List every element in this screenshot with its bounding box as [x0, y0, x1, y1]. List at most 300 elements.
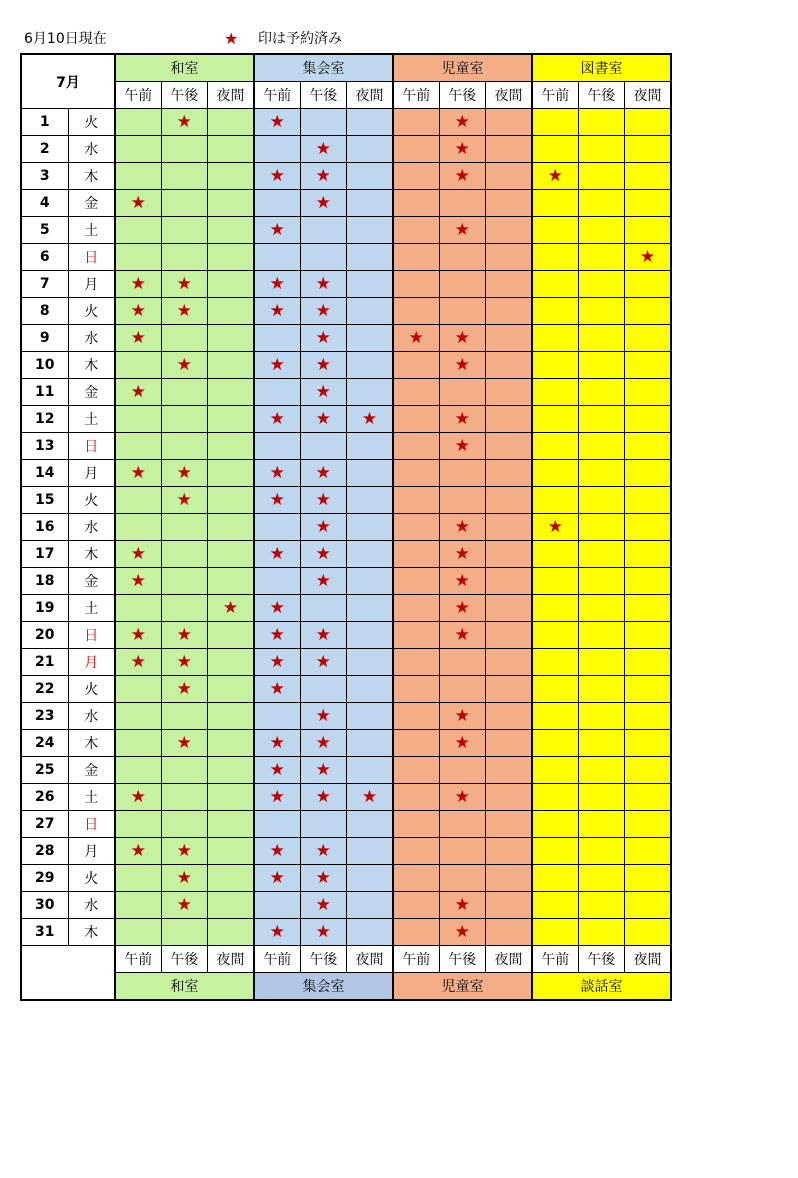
slot-cell — [161, 487, 208, 514]
slot-cell — [208, 811, 255, 838]
slot-cell — [532, 730, 578, 757]
slot-cell — [254, 811, 300, 838]
room-footer: 集会室 — [254, 973, 393, 1001]
slot-cell — [300, 838, 347, 865]
slot-cell — [393, 568, 439, 595]
slot-cell — [486, 649, 533, 676]
slot-cell — [115, 757, 161, 784]
slot-cell — [486, 784, 533, 811]
booked-star-icon: ★ — [176, 489, 192, 510]
slot-footer: 夜間 — [486, 946, 533, 973]
day-number: 5 — [21, 217, 68, 244]
slot-cell — [439, 217, 486, 244]
weekday: 土 — [68, 406, 115, 433]
booked-star-icon: ★ — [269, 462, 285, 483]
booked-star-icon: ★ — [130, 192, 146, 213]
slot-cell — [578, 217, 625, 244]
slot-cell — [439, 298, 486, 325]
slot-cell — [347, 514, 394, 541]
slot-cell — [254, 406, 300, 433]
booked-star-icon: ★ — [454, 570, 470, 591]
booked-star-icon: ★ — [222, 597, 239, 618]
slot-cell — [254, 757, 300, 784]
slot-cell — [254, 379, 300, 406]
slot-cell — [208, 649, 255, 676]
weekday: 土 — [68, 784, 115, 811]
slot-cell — [625, 568, 672, 595]
footer-blank — [21, 946, 115, 1001]
slot-cell — [254, 217, 300, 244]
slot-cell — [208, 190, 255, 217]
booked-star-icon: ★ — [315, 651, 331, 672]
slot-cell — [393, 379, 439, 406]
legend-star-icon: ★ — [224, 29, 239, 48]
weekday: 月 — [68, 649, 115, 676]
booked-star-icon: ★ — [315, 705, 331, 726]
slot-cell — [347, 298, 394, 325]
slot-cell — [254, 460, 300, 487]
slot-cell — [532, 433, 578, 460]
slot-cell — [578, 622, 625, 649]
weekday: 土 — [68, 217, 115, 244]
booked-star-icon: ★ — [269, 921, 285, 942]
slot-cell — [254, 541, 300, 568]
slot-cell — [578, 568, 625, 595]
slot-cell — [115, 892, 161, 919]
slot-cell — [578, 379, 625, 406]
slot-cell — [115, 109, 161, 136]
slot-cell — [300, 487, 347, 514]
slot-cell — [254, 109, 300, 136]
slot-cell — [393, 217, 439, 244]
weekday: 日 — [68, 433, 115, 460]
day-number: 10 — [21, 352, 68, 379]
slot-cell — [161, 136, 208, 163]
booked-star-icon: ★ — [315, 759, 331, 780]
booked-star-icon: ★ — [130, 273, 146, 294]
day-number: 25 — [21, 757, 68, 784]
slot-cell — [393, 892, 439, 919]
slot-cell — [208, 433, 255, 460]
slot-cell — [393, 136, 439, 163]
booked-star-icon: ★ — [130, 570, 146, 591]
weekday: 木 — [68, 352, 115, 379]
slot-cell — [532, 325, 578, 352]
slot-cell — [115, 244, 161, 271]
slot-cell — [625, 865, 672, 892]
slot-cell — [393, 541, 439, 568]
booked-star-icon: ★ — [315, 273, 331, 294]
slot-cell — [161, 784, 208, 811]
day-number: 15 — [21, 487, 68, 514]
slot-cell — [578, 460, 625, 487]
slot-cell — [393, 811, 439, 838]
slot-cell — [254, 649, 300, 676]
slot-cell — [161, 757, 208, 784]
booked-star-icon: ★ — [315, 354, 331, 375]
booked-star-icon: ★ — [315, 732, 331, 753]
booked-star-icon: ★ — [269, 489, 285, 510]
slot-footer: 午前 — [254, 946, 300, 973]
slot-cell — [347, 244, 394, 271]
slot-cell — [532, 190, 578, 217]
weekday: 日 — [68, 244, 115, 271]
slot-cell — [625, 298, 672, 325]
slot-cell — [115, 730, 161, 757]
slot-cell — [393, 271, 439, 298]
booked-star-icon: ★ — [315, 543, 331, 564]
room-header: 児童室 — [393, 54, 532, 82]
weekday: 月 — [68, 460, 115, 487]
slot-cell — [486, 865, 533, 892]
slot-cell — [347, 271, 394, 298]
slot-cell — [161, 460, 208, 487]
slot-cell — [439, 541, 486, 568]
booked-star-icon: ★ — [454, 516, 470, 537]
slot-cell — [208, 325, 255, 352]
slot-cell — [347, 433, 394, 460]
slot-cell — [347, 163, 394, 190]
weekday: 木 — [68, 541, 115, 568]
slot-cell — [208, 919, 255, 946]
booked-star-icon: ★ — [269, 219, 285, 240]
booked-star-icon: ★ — [454, 408, 470, 429]
slot-cell — [115, 325, 161, 352]
booked-star-icon: ★ — [176, 678, 192, 699]
slot-cell — [300, 595, 347, 622]
slot-cell — [208, 865, 255, 892]
weekday: 火 — [68, 865, 115, 892]
booked-star-icon: ★ — [361, 408, 378, 429]
slot-cell — [300, 676, 347, 703]
slot-cell — [578, 838, 625, 865]
slot-cell — [300, 568, 347, 595]
day-number: 13 — [21, 433, 68, 460]
booked-star-icon: ★ — [130, 300, 146, 321]
slot-header: 夜間 — [625, 82, 672, 109]
slot-cell — [254, 919, 300, 946]
slot-cell — [625, 379, 672, 406]
slot-cell — [300, 757, 347, 784]
slot-cell — [439, 406, 486, 433]
slot-cell — [486, 190, 533, 217]
slot-cell — [300, 190, 347, 217]
booked-star-icon: ★ — [315, 192, 331, 213]
slot-header: 午後 — [439, 82, 486, 109]
slot-cell — [625, 190, 672, 217]
day-number: 19 — [21, 595, 68, 622]
slot-cell — [578, 325, 625, 352]
slot-cell — [300, 163, 347, 190]
slot-cell — [486, 676, 533, 703]
slot-cell — [208, 595, 255, 622]
slot-cell — [393, 406, 439, 433]
slot-cell — [532, 406, 578, 433]
slot-cell — [486, 703, 533, 730]
slot-cell — [393, 433, 439, 460]
booked-star-icon: ★ — [454, 624, 470, 645]
slot-cell — [625, 109, 672, 136]
slot-cell — [115, 811, 161, 838]
slot-cell — [161, 838, 208, 865]
slot-footer: 午後 — [439, 946, 486, 973]
slot-cell — [439, 325, 486, 352]
slot-footer: 午前 — [393, 946, 439, 973]
slot-cell — [625, 541, 672, 568]
slot-cell — [347, 865, 394, 892]
day-number: 7 — [21, 271, 68, 298]
slot-cell — [347, 136, 394, 163]
slot-cell — [161, 379, 208, 406]
slot-cell — [532, 217, 578, 244]
slot-cell — [439, 838, 486, 865]
slot-cell — [393, 190, 439, 217]
slot-cell — [115, 595, 161, 622]
slot-cell — [578, 595, 625, 622]
weekday: 金 — [68, 757, 115, 784]
slot-cell — [578, 163, 625, 190]
slot-cell — [578, 784, 625, 811]
slot-cell — [208, 487, 255, 514]
slot-cell — [532, 298, 578, 325]
slot-cell — [439, 190, 486, 217]
slot-cell — [439, 244, 486, 271]
slot-cell — [532, 865, 578, 892]
slot-cell — [486, 406, 533, 433]
slot-cell — [486, 298, 533, 325]
slot-cell — [115, 676, 161, 703]
booked-star-icon: ★ — [130, 462, 146, 483]
booked-star-icon: ★ — [454, 219, 470, 240]
slot-header: 午前 — [254, 82, 300, 109]
slot-cell — [486, 217, 533, 244]
booked-star-icon: ★ — [130, 651, 146, 672]
slot-cell — [625, 784, 672, 811]
day-number: 4 — [21, 190, 68, 217]
booked-star-icon: ★ — [315, 462, 331, 483]
booked-star-icon: ★ — [315, 165, 331, 186]
slot-cell — [578, 919, 625, 946]
slot-cell — [161, 811, 208, 838]
slot-cell — [208, 622, 255, 649]
slot-cell — [254, 433, 300, 460]
weekday: 水 — [68, 136, 115, 163]
slot-cell — [300, 352, 347, 379]
slot-cell — [347, 892, 394, 919]
slot-cell — [393, 487, 439, 514]
slot-cell — [625, 514, 672, 541]
day-number: 9 — [21, 325, 68, 352]
day-number: 21 — [21, 649, 68, 676]
slot-cell — [300, 865, 347, 892]
slot-cell — [115, 541, 161, 568]
booked-star-icon: ★ — [269, 165, 285, 186]
slot-cell — [300, 703, 347, 730]
slot-cell — [347, 487, 394, 514]
booked-star-icon: ★ — [454, 354, 470, 375]
slot-cell — [439, 271, 486, 298]
booked-star-icon: ★ — [269, 111, 285, 132]
slot-cell — [578, 676, 625, 703]
slot-cell — [393, 865, 439, 892]
room-header: 図書室 — [532, 54, 671, 82]
booked-star-icon: ★ — [315, 489, 331, 510]
slot-cell — [532, 379, 578, 406]
day-number: 3 — [21, 163, 68, 190]
slot-cell — [393, 595, 439, 622]
slot-cell — [532, 892, 578, 919]
slot-cell — [625, 136, 672, 163]
weekday: 火 — [68, 298, 115, 325]
slot-cell — [532, 271, 578, 298]
booked-star-icon: ★ — [454, 894, 470, 915]
slot-cell — [486, 352, 533, 379]
slot-cell — [208, 244, 255, 271]
slot-cell — [625, 649, 672, 676]
slot-cell — [578, 352, 625, 379]
slot-cell — [532, 244, 578, 271]
booked-star-icon: ★ — [269, 759, 285, 780]
slot-cell — [347, 217, 394, 244]
slot-cell — [439, 514, 486, 541]
slot-cell — [578, 757, 625, 784]
slot-cell — [486, 244, 533, 271]
booked-star-icon: ★ — [176, 651, 192, 672]
slot-cell — [254, 892, 300, 919]
slot-cell — [208, 217, 255, 244]
slot-header: 午後 — [300, 82, 347, 109]
slot-cell — [486, 379, 533, 406]
booked-star-icon: ★ — [269, 543, 285, 564]
booked-star-icon: ★ — [315, 840, 331, 861]
booked-star-icon: ★ — [176, 111, 192, 132]
slot-cell — [578, 190, 625, 217]
slot-cell — [161, 514, 208, 541]
slot-cell — [254, 352, 300, 379]
booked-star-icon: ★ — [176, 462, 192, 483]
weekday: 木 — [68, 919, 115, 946]
slot-header: 午前 — [115, 82, 161, 109]
day-number: 2 — [21, 136, 68, 163]
slot-cell — [625, 838, 672, 865]
slot-cell — [393, 919, 439, 946]
booked-star-icon: ★ — [315, 894, 331, 915]
slot-cell — [578, 433, 625, 460]
slot-cell — [115, 838, 161, 865]
slot-cell — [532, 109, 578, 136]
slot-cell — [532, 757, 578, 784]
slot-cell — [254, 244, 300, 271]
slot-cell — [161, 568, 208, 595]
slot-footer: 夜間 — [625, 946, 672, 973]
slot-cell — [625, 163, 672, 190]
slot-cell — [578, 271, 625, 298]
booked-star-icon: ★ — [130, 624, 146, 645]
slot-cell — [578, 892, 625, 919]
booked-star-icon: ★ — [269, 597, 285, 618]
slot-cell — [393, 352, 439, 379]
slot-cell — [347, 541, 394, 568]
slot-header: 午後 — [578, 82, 625, 109]
slot-cell — [439, 703, 486, 730]
booked-star-icon: ★ — [454, 165, 470, 186]
slot-cell — [300, 460, 347, 487]
slot-cell — [578, 487, 625, 514]
slot-header: 夜間 — [347, 82, 394, 109]
slot-cell — [439, 568, 486, 595]
slot-cell — [393, 784, 439, 811]
slot-cell — [347, 676, 394, 703]
slot-cell — [532, 811, 578, 838]
slot-cell — [347, 730, 394, 757]
slot-cell — [439, 163, 486, 190]
day-number: 12 — [21, 406, 68, 433]
slot-cell — [254, 190, 300, 217]
slot-cell — [486, 514, 533, 541]
slot-cell — [208, 676, 255, 703]
slot-cell — [625, 271, 672, 298]
slot-cell — [347, 622, 394, 649]
slot-cell — [161, 190, 208, 217]
slot-cell — [300, 244, 347, 271]
slot-cell — [161, 703, 208, 730]
slot-cell — [208, 271, 255, 298]
slot-cell — [486, 487, 533, 514]
booked-star-icon: ★ — [639, 246, 656, 267]
slot-cell — [393, 298, 439, 325]
slot-cell — [115, 433, 161, 460]
slot-cell — [208, 730, 255, 757]
slot-cell — [208, 892, 255, 919]
booked-star-icon: ★ — [547, 165, 563, 186]
booked-star-icon: ★ — [130, 327, 146, 348]
slot-cell — [486, 541, 533, 568]
slot-cell — [625, 460, 672, 487]
slot-cell — [347, 109, 394, 136]
slot-cell — [300, 919, 347, 946]
slot-cell — [115, 622, 161, 649]
slot-cell — [161, 676, 208, 703]
booked-star-icon: ★ — [176, 840, 192, 861]
booked-star-icon: ★ — [454, 327, 470, 348]
slot-cell — [393, 703, 439, 730]
booked-star-icon: ★ — [454, 732, 470, 753]
slot-cell — [161, 730, 208, 757]
booked-star-icon: ★ — [315, 408, 331, 429]
booked-star-icon: ★ — [130, 840, 146, 861]
slot-cell — [578, 541, 625, 568]
slot-cell — [625, 622, 672, 649]
slot-cell — [625, 676, 672, 703]
slot-header: 午前 — [532, 82, 578, 109]
slot-cell — [393, 460, 439, 487]
slot-cell — [532, 784, 578, 811]
booked-star-icon: ★ — [269, 651, 285, 672]
slot-cell — [439, 433, 486, 460]
slot-cell — [300, 514, 347, 541]
slot-cell — [115, 352, 161, 379]
slot-cell — [208, 784, 255, 811]
slot-cell — [115, 703, 161, 730]
room-header: 集会室 — [254, 54, 393, 82]
slot-cell — [486, 757, 533, 784]
day-number: 23 — [21, 703, 68, 730]
slot-cell — [439, 757, 486, 784]
slot-cell — [439, 919, 486, 946]
slot-cell — [532, 514, 578, 541]
slot-cell — [439, 487, 486, 514]
day-number: 20 — [21, 622, 68, 649]
